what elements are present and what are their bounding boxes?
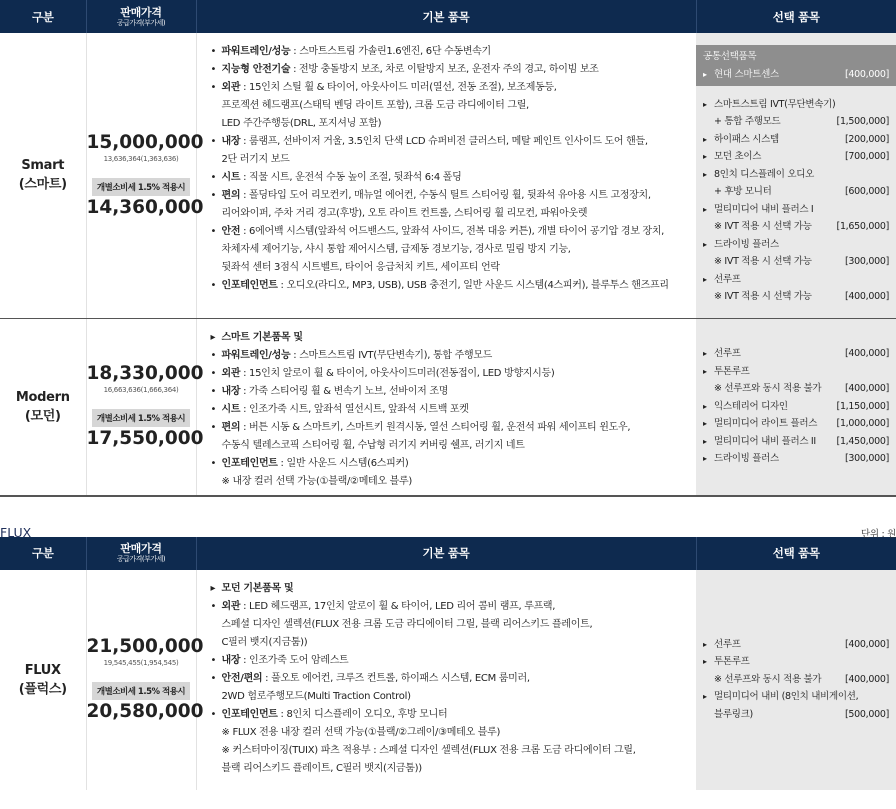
bullet-mark: • — [210, 654, 217, 666]
bullet-mark: • — [210, 708, 217, 720]
bullet-mark: • — [210, 421, 217, 433]
sale-price: 15,000,000 — [86, 131, 204, 153]
option-item — [703, 398, 889, 416]
basic-item — [209, 169, 691, 187]
option-label: + 후방 모니터 — [714, 186, 772, 197]
option-label: + 통합 주행모드 — [714, 116, 781, 127]
basic-item-label: 안전/편의 — [221, 672, 263, 684]
option-item-left — [703, 450, 779, 468]
common-options-box — [696, 45, 896, 86]
basic-item-label: 시트 — [221, 403, 241, 415]
option-label: 선루프 — [714, 638, 741, 650]
option-item-left — [703, 688, 858, 706]
basic-item — [209, 277, 691, 295]
option-item-left — [703, 148, 761, 166]
basic-item-label: 외관 — [221, 600, 241, 612]
basic-item-text: 뒷좌석 센터 3점식 시트벨트, 타이어 응급처치 키트, 세이프티 언락 — [221, 262, 500, 273]
option-label: 투톤루프 — [714, 656, 750, 668]
unit-label: 단위 : 원 — [861, 528, 896, 540]
basic-items-cell — [196, 318, 696, 495]
option-item — [703, 636, 889, 654]
bullet-mark: • — [210, 46, 217, 57]
bullet-mark: • — [210, 172, 217, 183]
triangle-bullet-icon: ▸ — [703, 657, 707, 667]
basic-item — [209, 652, 691, 670]
option-item — [703, 345, 889, 363]
basic-item — [209, 259, 691, 277]
option-price: [300,000] — [845, 256, 889, 267]
basic-item-text: 블랙 리어스키드 플레이트, C필러 뱃지(지금툼)) — [221, 762, 422, 774]
basic-item-label: 인포테인먼트 — [221, 708, 278, 720]
supply-price: 16,663,636(1,666,364) — [103, 386, 179, 394]
option-item — [703, 415, 889, 433]
option-price: [400,000] — [845, 383, 889, 395]
basic-item-label: 외관 — [221, 367, 241, 379]
basic-item-text: LED 주간주행등(DRL, 포지셔닝 포함) — [221, 118, 382, 129]
option-price: [1,150,000] — [836, 400, 889, 412]
option-item — [703, 218, 889, 236]
basic-item — [209, 437, 691, 455]
trim-name-kr: (스마트) — [18, 177, 67, 193]
option-price: [400,000] — [845, 638, 889, 650]
basic-item — [209, 688, 691, 706]
option-items-cell — [696, 318, 896, 495]
bullet-mark: • — [210, 600, 217, 612]
option-item — [703, 671, 889, 689]
option-label: 멀티미디어 내비 (8인치 내비게이션, — [714, 691, 859, 703]
basic-item-label: 내장 — [221, 385, 241, 397]
option-label: 멀티미디어 내비 플러스 I — [714, 203, 814, 215]
basic-item-text: 리어와이퍼, 주차 거리 경고(후방), 오토 라이트 컨트롤, 스티어링 휠 리모컨, 파워아웃렛 — [221, 208, 588, 219]
option-item — [703, 166, 889, 184]
supply-price: 13,636,364(1,363,636) — [103, 154, 179, 163]
option-label: ※ IVT 적용 시 선택 가능 — [714, 291, 812, 302]
bullet-mark: • — [210, 672, 217, 684]
option-label: ※ IVT 적용 시 선택 가능 — [714, 256, 812, 267]
header-gubun: 구분 — [0, 0, 86, 33]
option-item-left — [703, 113, 780, 131]
flux-section-title: FLUX — [0, 524, 32, 540]
triangle-bullet-icon: ▸ — [703, 401, 707, 411]
option-label: 8인치 디스플레이 오디오 — [714, 168, 814, 180]
option-item-left — [703, 253, 812, 271]
basic-item — [209, 419, 691, 437]
option-label: 선루프 — [714, 348, 741, 360]
option-items-list — [703, 636, 889, 724]
triangle-bullet-icon: ▸ — [703, 134, 707, 144]
basic-items-list — [209, 580, 691, 778]
basic-item-label: 외관 — [221, 82, 241, 93]
option-label: 익스테리어 디자인 — [714, 400, 788, 412]
trim-name-cell — [0, 33, 86, 318]
header-options: 선택 품목 — [696, 537, 896, 570]
option-item-left — [703, 363, 750, 381]
option-price: [400,000] — [845, 291, 889, 302]
basic-item — [209, 455, 691, 473]
basic-item-text: C필러 뱃지(지금툼)) — [221, 636, 308, 648]
option-price: [200,000] — [845, 133, 889, 145]
header-gubun: 구분 — [0, 537, 86, 570]
basic-item — [209, 205, 691, 223]
basic-item — [209, 742, 691, 760]
bullet-mark: • — [210, 367, 217, 379]
option-items-cell — [696, 570, 896, 790]
basic-item-text: : 인조가죽 시트, 앞좌석 열선시트, 앞좌석 시트백 포켓 — [240, 403, 469, 415]
option-item — [703, 688, 889, 706]
option-item — [703, 66, 889, 84]
basic-item-label: 인포테인먼트 — [221, 280, 278, 291]
basic-item-label: 내장 — [221, 136, 241, 147]
option-item-left — [703, 218, 812, 236]
common-options-list — [703, 66, 889, 84]
basic-item-text: 스페셜 디자인 셀렉션(FLUX 전용 크롬 도금 라디에이터 그릴, 블랙 리어스키드 플레이트, — [221, 618, 593, 630]
option-item-left — [703, 131, 779, 149]
triangle-bullet-icon: ▸ — [703, 152, 707, 161]
tax-price: 20,580,000 — [86, 701, 204, 722]
basic-item-text: : 일반 사운드 시스템(6스피커) — [277, 457, 409, 469]
triangle-bullet-icon: ▸ — [703, 454, 707, 464]
basic-item — [209, 347, 691, 365]
bullet-mark: • — [210, 280, 217, 291]
option-price: [600,000] — [845, 186, 889, 197]
basic-item — [209, 706, 691, 724]
basic-item-text: : 직물 시트, 운전석 수동 높이 조절, 뒷좌석 6:4 폴딩 — [240, 172, 462, 183]
bullet-mark: ▸ — [210, 331, 216, 343]
option-price: [400,000] — [845, 69, 889, 80]
option-item-left — [703, 271, 741, 289]
option-price: [1,500,000] — [836, 116, 889, 127]
basic-items-list — [209, 43, 691, 295]
option-item — [703, 253, 889, 271]
trim-name: FLUX — [24, 662, 61, 678]
triangle-bullet-icon: ▸ — [703, 692, 707, 702]
supply-price: 19,545,455(1,954,545) — [103, 659, 179, 667]
basic-item-text: : 6에어백 시스템(앞좌석 어드밴스드, 앞좌석 사이드, 전복 대응 커튼), 개별 타이어 공기압 경보 장치, — [240, 226, 665, 237]
bullet-mark: • — [210, 403, 217, 415]
bullet-mark: ▸ — [210, 582, 216, 594]
triangle-bullet-icon: ▸ — [703, 99, 707, 109]
price-cell — [86, 33, 204, 318]
table-header-row — [0, 0, 896, 33]
option-item-left — [703, 433, 816, 451]
header-price-sub: 공급가격(부가세) — [116, 18, 166, 27]
option-items-cell — [696, 33, 896, 318]
option-item-left — [703, 96, 835, 114]
basic-item-text: : 인조가죽 도어 암레스트 — [240, 654, 349, 666]
basic-item-label: 편의 — [221, 421, 241, 433]
option-label: ※ 선루프와 동시 적용 불가 — [714, 673, 822, 685]
basic-item-text: : 룸램프, 선바이저 거울, 3.5인치 단색 LCD 슈퍼비전 클러스터, 메탈 페인트 인사이드 도어 핸들, — [240, 136, 648, 147]
trim-row-modern — [0, 318, 896, 495]
option-price: [500,000] — [845, 708, 889, 720]
sale-price: 21,500,000 — [86, 636, 204, 657]
triangle-bullet-icon: ▸ — [703, 349, 707, 359]
basic-item — [209, 670, 691, 688]
option-label: ※ 선루프와 동시 적용 불가 — [714, 383, 822, 395]
trim-row-smart — [0, 33, 896, 318]
flux-section-header — [0, 496, 896, 540]
basic-item — [209, 61, 691, 79]
header-basic: 기본 품목 — [196, 0, 696, 33]
option-label: 멀티미디어 라이트 플러스 — [714, 418, 818, 430]
option-label: 모던 초이스 — [714, 151, 762, 162]
basic-item-text: : 8인치 디스플레이 오디오, 후방 모니터 — [277, 708, 448, 720]
basic-item — [209, 365, 691, 383]
option-item-left — [703, 380, 821, 398]
header-price-main: 판매가격 — [120, 542, 162, 555]
basic-item — [209, 151, 691, 169]
basic-item — [209, 133, 691, 151]
basic-item-text: ※ 커스터마이징(TUIX) 파츠 적용부 : 스페셜 디자인 셀렉션(FLUX 전용 크롬 도금 라디에이터 그릴, — [221, 744, 636, 756]
option-items-list — [703, 345, 889, 468]
option-item-left — [703, 345, 741, 363]
header-price — [86, 0, 196, 33]
option-item — [703, 113, 889, 131]
trim-name: Modern — [15, 389, 70, 405]
basic-item-label: 안전 — [221, 226, 241, 237]
basic-item-text: : 스마트스트림 가솔린1.6엔진, 6단 수동변속기 — [290, 46, 491, 57]
basic-item — [209, 634, 691, 652]
option-item — [703, 271, 889, 289]
bullet-mark: • — [210, 385, 217, 397]
triangle-bullet-icon: ▸ — [703, 70, 707, 79]
option-item-left — [703, 671, 821, 689]
basic-item-text: 차체자세 제어기능, 샤시 통합 제어시스템, 급제동 경보기능, 경사로 밀림 방지 기능, — [221, 244, 571, 255]
basic-item — [209, 43, 691, 61]
basic-item — [209, 187, 691, 205]
basic-item-text: 2WD 험로주행모드(Multi Traction Control) — [221, 690, 411, 702]
option-price: [400,000] — [845, 348, 889, 360]
basic-item-text: ※ 내장 컬러 선택 가능(①블랙/②메테오 블루) — [221, 475, 412, 487]
option-item — [703, 201, 889, 219]
bullet-mark: • — [210, 190, 217, 201]
bullet-mark: • — [210, 226, 217, 237]
basic-item — [209, 115, 691, 133]
basic-item — [209, 79, 691, 97]
basic-item — [209, 473, 691, 491]
option-item-left — [703, 236, 779, 254]
trim-row-flux — [0, 570, 896, 790]
option-price: [700,000] — [845, 151, 889, 162]
bullet-mark: • — [210, 82, 217, 93]
bullet-mark: • — [210, 457, 217, 469]
bullet-mark: • — [210, 64, 217, 75]
basic-item — [209, 616, 691, 634]
option-price: [400,000] — [845, 673, 889, 685]
trim-name-cell — [0, 570, 86, 790]
basic-item-text: : 오디오(라디오, MP3, USB), USB 충전기, 일반 사운드 시스템(4스피커), 블루투스 핸즈프리 — [277, 280, 669, 291]
basic-item-text: ※ FLUX 전용 내장 컬러 선택 가능(①블랙/②그레이/③메테오 블루) — [221, 726, 501, 738]
basic-item-text: : 버튼 시동 & 스마트키, 스마트키 원격시동, 열선 스티어링 휠, 운전석 파워 세이프티 윈도우, — [240, 421, 631, 433]
basic-item-label: 인포테인먼트 — [221, 457, 278, 469]
bullet-mark: • — [210, 349, 217, 361]
option-item — [703, 236, 889, 254]
option-item — [703, 148, 889, 166]
basic-item-text: 프로젝션 헤드램프(스태틱 벤딩 라이트 포함), 크롬 도금 라디에이터 그릴, — [221, 100, 529, 111]
option-item-left — [703, 288, 812, 306]
option-item — [703, 450, 889, 468]
option-price: [1,650,000] — [836, 221, 889, 232]
basic-item-text: : 15인치 스틸 휠 & 타이어, 아웃사이드 미러(열선, 전동 조절), 보조제동등, — [240, 82, 557, 93]
trim-name-kr: (플럭스) — [18, 681, 67, 697]
tax-badge: 개별소비세 1.5% 적용시 — [92, 178, 190, 196]
basic-item-label: 모던 기본품목 및 — [221, 582, 294, 594]
basic-item-label: 시트 — [221, 172, 241, 183]
option-label: ※ IVT 적용 시 선택 가능 — [714, 221, 812, 232]
basic-item-text: : 풀오토 에어컨, 크루즈 컨트롤, 하이패스 시스템, ECM 룸미러, — [262, 672, 530, 684]
trim-name: Smart — [21, 158, 65, 174]
option-item — [703, 363, 889, 381]
tax-badge: 개별소비세 1.5% 적용시 — [92, 409, 190, 427]
triangle-bullet-icon: ▸ — [703, 204, 707, 214]
basic-item — [209, 241, 691, 259]
option-price: [1,450,000] — [836, 435, 889, 447]
price-cell — [86, 318, 204, 495]
triangle-bullet-icon: ▸ — [703, 436, 707, 446]
triangle-bullet-icon: ▸ — [703, 366, 707, 376]
basic-item-text: 2단 러기지 보드 — [221, 154, 290, 165]
basic-item-label: 스마트 기본품목 및 — [221, 331, 303, 343]
tax-price: 14,360,000 — [86, 196, 204, 218]
option-price: [1,000,000] — [836, 418, 889, 430]
sale-price: 18,330,000 — [86, 363, 204, 384]
header-basic: 기본 품목 — [196, 537, 696, 570]
basic-item — [209, 329, 691, 347]
basic-item-label: 내장 — [221, 654, 241, 666]
option-label: 드라이빙 플러스 — [714, 453, 779, 465]
triangle-bullet-icon: ▸ — [703, 274, 707, 284]
option-item-left — [703, 706, 753, 724]
option-item — [703, 131, 889, 149]
basic-item — [209, 97, 691, 115]
option-label: 블루링크) — [714, 708, 753, 720]
option-item-left — [703, 66, 779, 84]
header-price-sub: 공급가격(부가세) — [116, 555, 166, 563]
trim-name-cell — [0, 318, 86, 495]
option-item-left — [703, 166, 814, 184]
trim-name-kr: (모던) — [24, 408, 61, 424]
common-options-title: 공통선택품목 — [703, 51, 757, 62]
basic-item — [209, 580, 691, 598]
basic-item-text: : 전방 충돌방지 보조, 차로 이탈방지 보조, 운전자 주의 경고, 하이빔 보조 — [290, 64, 599, 75]
basic-item-label: 지능형 안전기술 — [221, 64, 291, 75]
basic-items-list — [209, 329, 691, 491]
basic-item — [209, 760, 691, 778]
option-item — [703, 653, 889, 671]
option-label: 멀티미디어 내비 플러스 II — [714, 435, 816, 447]
option-item-left — [703, 201, 813, 219]
basic-item-text: : LED 헤드램프, 17인치 알로이 휠 & 타이어, LED 리어 콤비 램프, 루프랙, — [240, 600, 556, 612]
option-item — [703, 183, 889, 201]
option-item — [703, 96, 889, 114]
option-label: 선루프 — [714, 273, 741, 285]
tax-price: 17,550,000 — [86, 428, 204, 449]
option-label: 드라이빙 플러스 — [714, 238, 779, 250]
option-item — [703, 433, 889, 451]
option-item-left — [703, 183, 772, 201]
basic-item-text: : 스마트스트림 IVT(무단변속기), 통합 주행모드 — [290, 349, 493, 361]
basic-item-text: : 가죽 스티어링 휠 & 변속기 노브, 선바이저 조명 — [240, 385, 449, 397]
option-label: 하이패스 시스템 — [714, 133, 779, 145]
header-price-main: 판매가격 — [120, 5, 162, 19]
basic-item-label: 파워트레인/성능 — [221, 349, 291, 361]
basic-item-text: : 15인치 알로이 휠 & 타이어, 아웃사이드미러(전동접이, LED 방향지시등) — [240, 367, 555, 379]
triangle-bullet-icon: ▸ — [703, 419, 707, 429]
basic-item-label: 편의 — [221, 190, 241, 201]
option-label: 스마트스트림 IVT(무단변속기) — [714, 98, 836, 110]
basic-item-text: : 폴딩타입 도어 리모컨키, 매뉴얼 에어컨, 수동식 틸트 스티어링 휠, 뒷좌석 유아용 시트 고정장치, — [240, 190, 651, 201]
basic-item — [209, 401, 691, 419]
bullet-mark: • — [210, 136, 217, 147]
table-header-row — [0, 537, 896, 570]
basic-item — [209, 598, 691, 616]
option-item — [703, 380, 889, 398]
option-label: 투톤루프 — [714, 365, 750, 377]
option-label: 현대 스마트센스 — [714, 69, 779, 80]
triangle-bullet-icon: ▸ — [703, 169, 707, 179]
option-item — [703, 288, 889, 306]
header-price — [86, 537, 196, 570]
option-items-list — [703, 96, 889, 306]
option-item — [703, 706, 889, 724]
triangle-bullet-icon: ▸ — [703, 639, 707, 649]
option-item-left — [703, 415, 817, 433]
basic-items-cell — [196, 33, 696, 318]
basic-item-text: 수동식 텔레스코픽 스티어링 휠, 수납형 러기지 커버링 쉘프, 러기지 네트 — [221, 439, 525, 451]
tax-badge: 개별소비세 1.5% 적용시 — [92, 682, 190, 700]
basic-item — [209, 383, 691, 401]
price-cell — [86, 570, 204, 790]
header-options: 선택 품목 — [696, 0, 896, 33]
basic-item — [209, 223, 691, 241]
price-table-flux — [0, 537, 896, 790]
basic-item — [209, 724, 691, 742]
basic-item-label: 파워트레인/성능 — [221, 46, 291, 57]
basic-items-cell — [196, 570, 696, 790]
option-item-left — [703, 653, 750, 671]
option-item-left — [703, 636, 741, 654]
option-price: [300,000] — [845, 453, 889, 465]
option-item-left — [703, 398, 788, 416]
triangle-bullet-icon: ▸ — [703, 239, 707, 249]
